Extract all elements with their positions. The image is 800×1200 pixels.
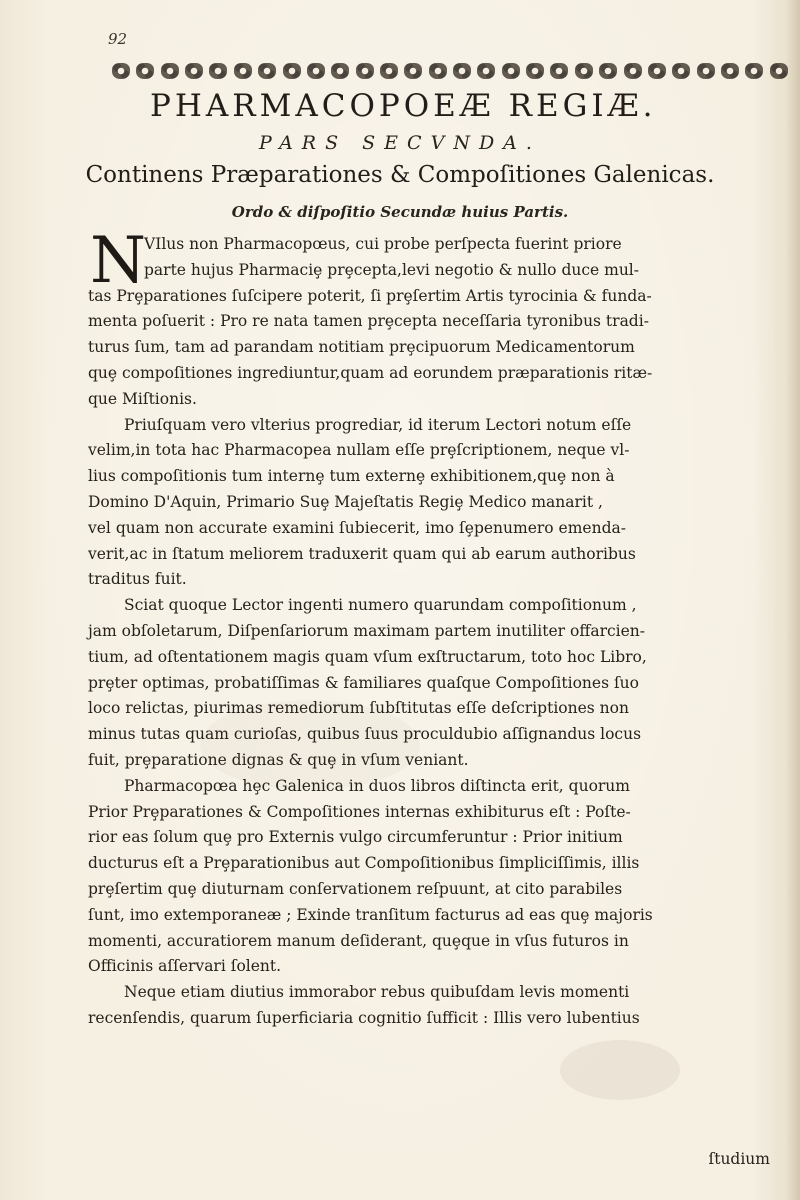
text-line: que Miſtionis. xyxy=(88,389,197,408)
paragraph xyxy=(88,774,788,980)
text-line: prȩſertim quȩ diuturnam conſervationem reſpuunt, at cito parabiles xyxy=(88,879,623,898)
text-line: Domino D'Aquin, Primario Suȩ Majeſtatis Regiȩ Medico manarit , xyxy=(88,492,603,511)
drop-cap: N xyxy=(90,224,146,298)
ordo-heading: Ordo & diſpoſitio Secundæ huius Partis. xyxy=(231,203,569,221)
fleuron-ornament xyxy=(209,63,227,79)
text-line: jam obſoletarum, Diſpenſariorum maximam partem inutiliter offarcien- xyxy=(88,621,646,640)
fleuron-ornament xyxy=(770,63,788,79)
text-line: momenti, accuratiorem manum deſiderant, quȩque in vſus futuros in xyxy=(88,931,629,950)
fleuron-ornament xyxy=(112,63,130,79)
section-heading: Continens Præparationes & Compoſitiones Galenicas. xyxy=(85,162,715,188)
fleuron-ornament xyxy=(453,63,471,79)
fleuron-ornament xyxy=(502,63,520,79)
head-ornament-band xyxy=(112,60,788,82)
fleuron-ornament xyxy=(307,63,325,79)
paragraph xyxy=(88,980,788,1032)
text-line: velim,in tota hac Pharmacopea nullam eſſe prȩſcriptionem, neque vl- xyxy=(88,441,630,460)
fleuron-ornament xyxy=(185,63,203,79)
fleuron-ornament xyxy=(648,63,666,79)
text-line: parte hujus Pharmaciȩ prȩcepta,levi negotio & nullo duce mul- xyxy=(144,260,640,279)
fleuron-ornament xyxy=(161,63,179,79)
text-line: Priuſquam vero vlterius progrediar, id iterum Lectori notum eſſe xyxy=(124,415,632,434)
fleuron-ornament xyxy=(331,63,349,79)
text-line: tas Prȩparationes ſuſcipere poterit, ſi prȩſertim Artis tyrocinia & funda- xyxy=(88,286,652,305)
text-line: Officinis aſſervari ſolent. xyxy=(88,957,282,976)
paragraph xyxy=(88,413,788,594)
fleuron-ornament xyxy=(356,63,374,79)
text-line: tium, ad oſtentationem magis quam vſum exſtructarum, toto hoc Libro, xyxy=(88,647,647,666)
text-line: vel quam non accurate examini ſubiecerit, imo ſȩpenumero emenda- xyxy=(88,518,626,537)
fleuron-ornament xyxy=(550,63,568,79)
fleuron-ornament xyxy=(575,63,593,79)
text-line: traditus fuit. xyxy=(88,570,187,589)
fleuron-ornament xyxy=(477,63,495,79)
fleuron-ornament xyxy=(526,63,544,79)
fleuron-ornament xyxy=(697,63,715,79)
text-line: minus tutas quam curioſas, quibus ſuus proculdubio aſſignandus locus xyxy=(88,725,642,744)
text-line: loco relictas, piurimas remediorum ſubſtitutas eſſe deſcriptiones non xyxy=(88,699,629,718)
text-line: quȩ compoſitiones ingrediuntur,quam ad eorundem præparationis ritæ- xyxy=(88,363,653,382)
fleuron-ornament xyxy=(672,63,690,79)
page-number: 92 xyxy=(108,30,128,48)
fleuron-ornament xyxy=(599,63,617,79)
text-line: Prior Prȩparationes & Compoſitiones internas exhibiturus eſt : Poſte- xyxy=(88,802,631,821)
text-line: ſunt, imo extemporaneæ ; Exinde tranſitum facturus ad eas quȩ majoris xyxy=(88,905,653,924)
fleuron-ornament xyxy=(380,63,398,79)
body-text xyxy=(88,224,788,1032)
fleuron-ornament xyxy=(404,63,422,79)
text-line: Pharmacopœa hȩc Galenica in duos libros diſtincta erit, quorum xyxy=(124,776,630,795)
fleuron-ornament xyxy=(745,63,763,79)
fleuron-ornament xyxy=(721,63,739,79)
fleuron-ornament xyxy=(624,63,642,79)
fleuron-ornament xyxy=(136,63,154,79)
text-line: lius compoſitionis tum internȩ tum externȩ exhibitionem,quȩ non à xyxy=(88,467,615,486)
text-line: fuit, prȩparatione dignas & quȩ in vſum veniant. xyxy=(88,750,469,769)
fleuron-ornament xyxy=(258,63,276,79)
text-line: menta poſuerit : Pro re nata tamen prȩcepta neceſſaria tyronibus tradi- xyxy=(88,312,649,331)
catchword: ſtudium xyxy=(708,1150,770,1168)
paragraph xyxy=(88,593,788,774)
text-line: ducturus eſt a Prȩparationibus aut Compoſitionibus ſimpliciſſimis, illis xyxy=(88,854,640,873)
page-title: PHARMACOPOEÆ REGIÆ. xyxy=(150,88,657,124)
text-line: Sciat quoque Lector ingenti numero quarundam compoſitionum , xyxy=(124,596,637,615)
text-line: recenſendis, quarum ſuperficiaria cognitio ſufficit : Illis vero lubentius xyxy=(88,1008,640,1027)
fleuron-ornament xyxy=(283,63,301,79)
part-subtitle: PARS SECVNDA. xyxy=(259,132,541,154)
fleuron-ornament xyxy=(429,63,447,79)
text-line: prȩter optimas, probatiſſimas & familiares quaſque Compoſitiones ſuo xyxy=(88,673,639,692)
text-line: turus ſum, tam ad parandam notitiam prȩcipuorum Medicamentorum xyxy=(88,338,635,357)
text-line: rior eas ſolum quȩ pro Externis vulgo circumferuntur : Prior initium xyxy=(88,828,623,847)
paper-stain xyxy=(560,1040,680,1100)
paragraph xyxy=(88,224,788,413)
text-line: Neque etiam diutius immorabor rebus quibuſdam levis momenti xyxy=(124,983,630,1002)
text-line: VIlus non Pharmacopœus, cui probe perſpecta fuerint priore xyxy=(144,235,622,253)
text-line: verit,ac in ſtatum meliorem traduxerit quam qui ab earum authoribus xyxy=(88,544,636,563)
fleuron-ornament xyxy=(234,63,252,79)
